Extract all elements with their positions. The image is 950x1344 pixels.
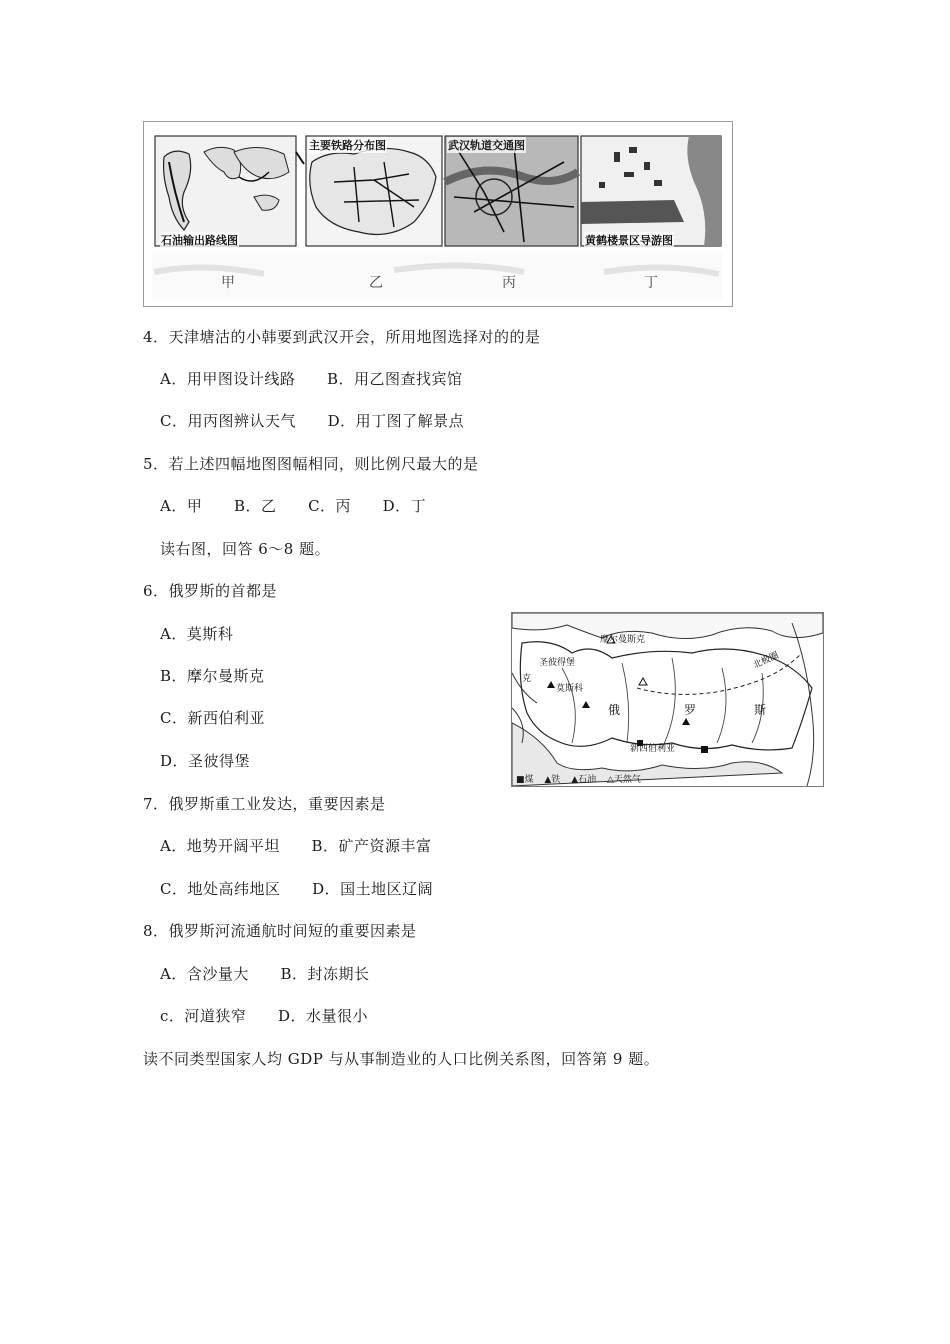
legend-iron: ▲铁 xyxy=(544,775,561,785)
panel-label-bing: 丙 xyxy=(502,275,516,291)
legend-coal: ■煤 xyxy=(516,775,534,785)
panel-label-jia: 甲 xyxy=(221,275,235,291)
q8-options-row2: c．河道狭窄 D．水量很小 xyxy=(160,1007,369,1025)
panel-label-yi: 乙 xyxy=(369,275,383,291)
panel-label-ding: 丁 xyxy=(644,275,658,291)
russia-map-graphic xyxy=(512,613,823,786)
q6-option-a: A．莫斯科 xyxy=(160,625,234,643)
q6-option-d: D．圣彼得堡 xyxy=(160,752,251,770)
label-edge: 克 xyxy=(522,674,532,684)
q8-stem: 8．俄罗斯河流通航时间短的重要因素是 xyxy=(143,922,417,940)
caption-railway: 主要铁路分布图 xyxy=(309,139,386,152)
q8-options-row1: A．含沙量大 B．封冻期长 xyxy=(160,965,370,983)
russia-map-figure xyxy=(511,612,824,787)
label-murmansk: 摩尔曼斯克 xyxy=(600,635,646,645)
q4-options-row1: A．用甲图设计线路 B．用乙图查找宾馆 xyxy=(160,370,463,388)
caption-oil-routes: 石油输出路线图 xyxy=(161,234,238,247)
intro-9: 读不同类型国家人均 GDP 与从事制造业的人口比例关系图，回答第 9 题。 xyxy=(143,1050,660,1068)
caption-wuhan-transit: 武汉轨道交通图 xyxy=(448,139,525,152)
caption-scenic-area: 黄鹤楼景区导游图 xyxy=(585,234,673,247)
label-st-petersburg: 圣彼得堡 xyxy=(539,658,576,668)
map-legend xyxy=(516,772,649,785)
q4-stem: 4．天津塘沽的小韩要到武汉开会，所用地图选择对的的是 xyxy=(143,328,541,346)
q7-options-row1: A．地势开阔平坦 B．矿产资源丰富 xyxy=(160,837,432,855)
legend-gas: △天然气 xyxy=(606,775,641,785)
label-luo: 罗 xyxy=(684,703,697,717)
label-arctic-circle: 北极圈 xyxy=(751,650,781,672)
q7-stem: 7．俄罗斯重工业发达，重要因素是 xyxy=(143,795,386,813)
intro-6-8: 读右图，回答 6～8 题。 xyxy=(160,540,331,558)
four-maps-figure xyxy=(143,121,733,307)
label-e: 俄 xyxy=(608,703,621,717)
q5-stem: 5．若上述四幅地图图幅相同，则比例尺最大的是 xyxy=(143,455,479,473)
q6-option-b: B．摩尔曼斯克 xyxy=(160,667,265,685)
label-si: 斯 xyxy=(754,703,767,717)
q7-options-row2: C．地处高纬地区 D．国土地区辽阔 xyxy=(160,880,434,898)
legend-oil: ▲石油 xyxy=(571,775,597,785)
label-novosibirsk: 新西伯利亚 xyxy=(630,744,676,754)
q4-options-row2: C．用丙图辨认天气 D．用丁图了解景点 xyxy=(160,412,465,430)
q6-stem: 6．俄罗斯的首都是 xyxy=(143,582,278,600)
q6-option-c: C．新西伯利亚 xyxy=(160,709,265,727)
q5-options-row1: A．甲 B．乙 C．丙 D．丁 xyxy=(160,497,427,515)
label-moscow: 莫斯科 xyxy=(556,684,584,694)
